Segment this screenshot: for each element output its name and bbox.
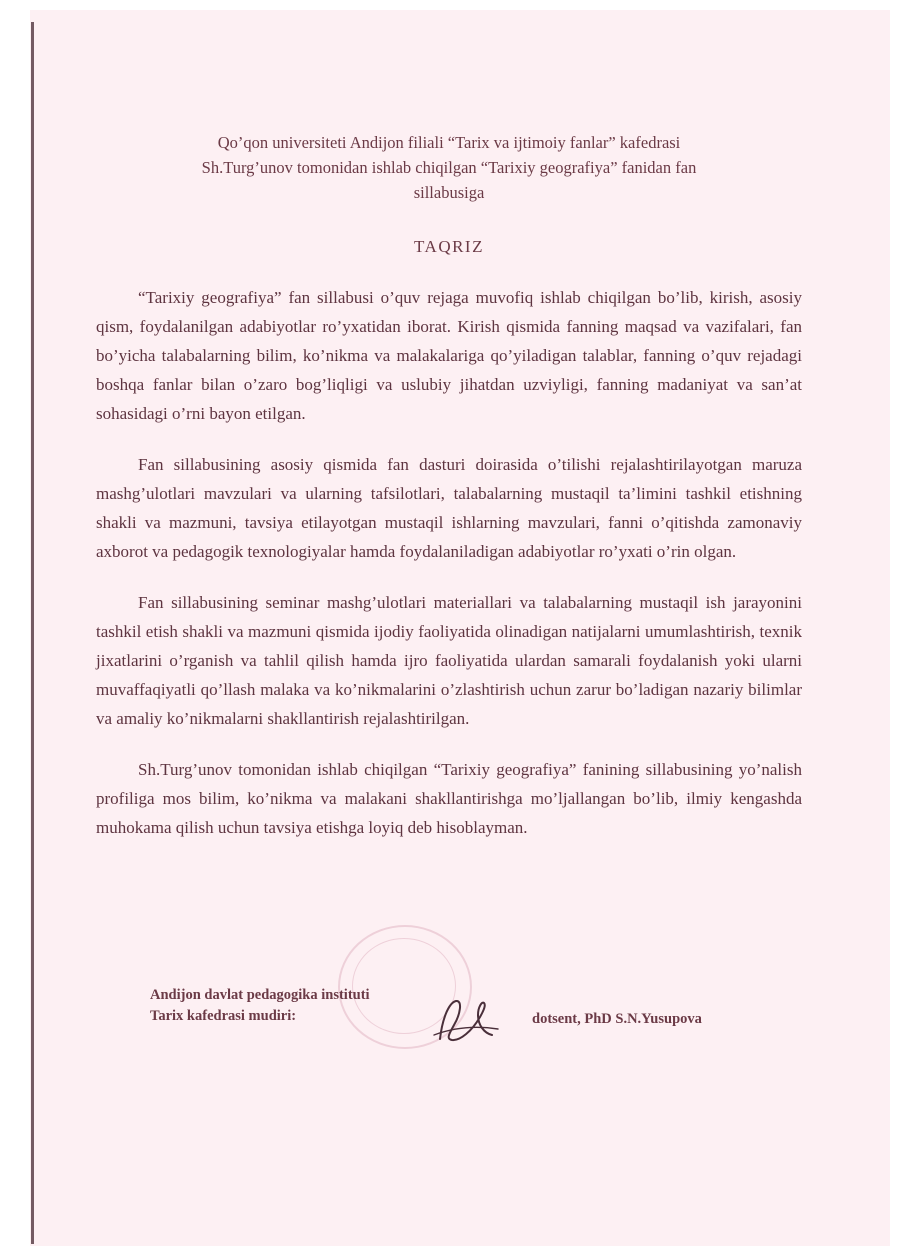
scan-edge-line <box>31 22 34 1244</box>
paragraph-4: Sh.Turg’unov tomonidan ishlab chiqilgan “Tarixiy geografiya” fanining sillabusining yo’nalish profiliga mos bilim, ko’nikma va malakani shakllantirishga mo’ljallangan bo’lib, ilmiy kengashda muhokama qilish uchun tavsiya etishga loyiq deb hisoblayman. <box>96 760 802 837</box>
paragraph-1: “Tarixiy geografiya” fan sillabusi o’quv rejaga muvofiq ishlab chiqilgan bo’lib, kirish, asosiy qism, foydalanilgan adabiyotlar ro’yxatidan iborat. Kirish qismida fanning maqsad va vazifalari, fan bo’yicha talabalarning bilim, ko’nikma va malakalariga qo’yiladigan talablar, fanning o’quv rejadagi boshqa fanlar bilan o’zaro bog’liqligi va uslubiy jihatdan uzviyligi, fanning madaniyat va san’at sohasidagi o’rni bayon etilgan. <box>96 288 802 423</box>
heading-line-2: Sh.Turg’unov tomonidan ishlab chiqilgan “Tarixiy geografiya” fanidan fan <box>201 158 697 177</box>
heading-line-1: Qo’qon universiteti Andijon filiali “Tarix va ijtimoiy fanlar” kafedrasi <box>217 133 681 152</box>
document-body <box>96 130 802 842</box>
signature-institute: Andijon davlat pedagogika instituti <box>150 987 370 1003</box>
signature-name: dotsent, PhD S.N.Yusupova <box>532 1011 702 1027</box>
page-title: TAQRIZ <box>414 237 484 256</box>
heading-line-3: sillabusiga <box>413 183 485 202</box>
signature-left <box>150 985 480 1027</box>
signature-role: Tarix kafedrasi mudiri: <box>150 1008 297 1024</box>
page-margin-strip <box>16 10 30 1246</box>
paragraph-3: Fan sillabusining seminar mashg’ulotlari materiallari va talabalarning mustaqil ish jarayonini tashkil etish shakli va mazmuni qismida ijodiy faoliyatida olinadigan natijalarni umumlashtirish, texnik jixatlarini o’rganish va tahlil qilish hamda ijro faoliyatida ulardan samarali foydalanish yoki ularni muvaffaqiyatli qo’llash malaka va ko’nikmalarini o’zlashtirish uchun zarur bo’ladigan nazariy bilimlar va amaliy ko’nikmalarni shakllantirish rejalashtirilgan. <box>96 593 802 728</box>
paragraph-2: Fan sillabusining asosiy qismida fan dasturi doirasida o’tilishi rejalashtirilayotgan maruza mashg’ulotlari mavzulari va ularning tafsilotlari, talabalarning mustaqil ta’limini tashkil etishning shakli va mazmuni, tavsiya etilayotgan mustaqil ishlarning mavzulari, fanni o’qitishda zamonaviy axborot va pedagogik texnologiyalar hamda foydalaniladigan adabiyotlar ro’yxati o’rin olgan. <box>96 455 802 561</box>
document-heading <box>149 130 749 205</box>
